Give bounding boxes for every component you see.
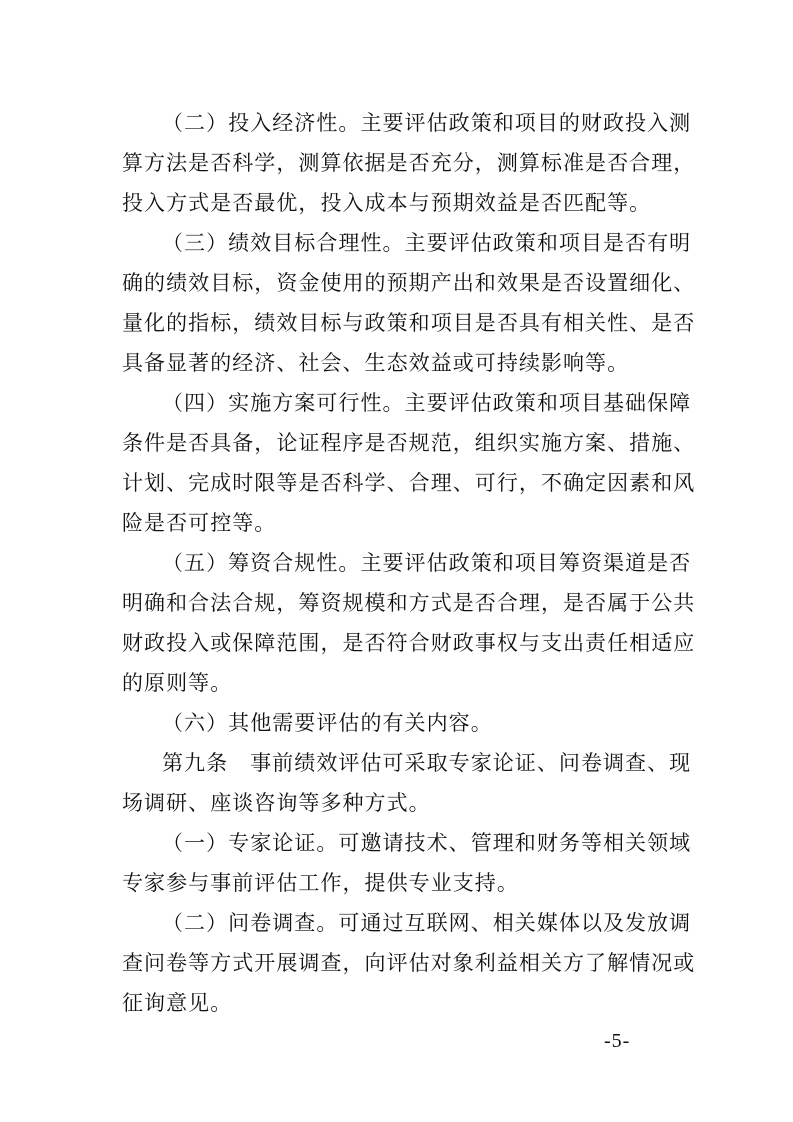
text-line: （六）其他需要评估的有关内容。 (162, 711, 493, 735)
text-line: （二）投入经济性。主要评估政策和项目的财政投入测 (162, 111, 692, 135)
text-line: 量化的指标，绩效目标与政策和项目是否具有相关性、是否 (122, 311, 696, 335)
text-line: 算方法是否科学，测算依据是否充分，测算标准是否合理， (122, 151, 696, 175)
text-line: 征询意见。 (122, 991, 233, 1015)
text-line: 财政投入或保障范围，是否符合财政事权与支出责任相适应 (122, 631, 696, 655)
text-line: 的原则等。 (122, 671, 233, 695)
text-line: 确的绩效目标，资金使用的预期产出和效果是否设置细化、 (122, 271, 696, 295)
text-line: 计划、完成时限等是否科学、合理、可行，不确定因素和风 (122, 471, 696, 495)
text-line: 场调研、座谈咨询等多种方式。 (122, 791, 431, 815)
text-line: 专家参与事前评估工作，提供专业支持。 (122, 871, 519, 895)
text-line: （一）专家论证。可邀请技术、管理和财务等相关领域 (162, 831, 692, 855)
body-text (122, 103, 696, 1023)
text-line: 险是否可控等。 (122, 511, 277, 535)
text-line: （四）实施方案可行性。主要评估政策和项目基础保障 (162, 391, 692, 415)
text-line: 明确和合法合规，筹资规模和方式是否合理，是否属于公共 (122, 591, 696, 615)
text-line: 投入方式是否最优，投入成本与预期效益是否匹配等。 (122, 191, 652, 215)
text-line: 具备显著的经济、社会、生态效益或可持续影响等。 (122, 351, 630, 375)
text-line: 查问卷等方式开展调查，向评估对象利益相关方了解情况或 (122, 951, 696, 975)
text-line: 第九条 事前绩效评估可采取专家论证、问卷调查、现 (162, 751, 692, 775)
text-line: （三）绩效目标合理性。主要评估政策和项目是否有明 (162, 231, 692, 255)
text-line: （五）筹资合规性。主要评估政策和项目筹资渠道是否 (162, 551, 692, 575)
text-line: 条件是否具备，论证程序是否规范，组织实施方案、措施、 (122, 431, 696, 455)
page-number: -5- (604, 1030, 631, 1052)
text-line: （二）问卷调查。可通过互联网、相关媒体以及发放调 (162, 911, 692, 935)
